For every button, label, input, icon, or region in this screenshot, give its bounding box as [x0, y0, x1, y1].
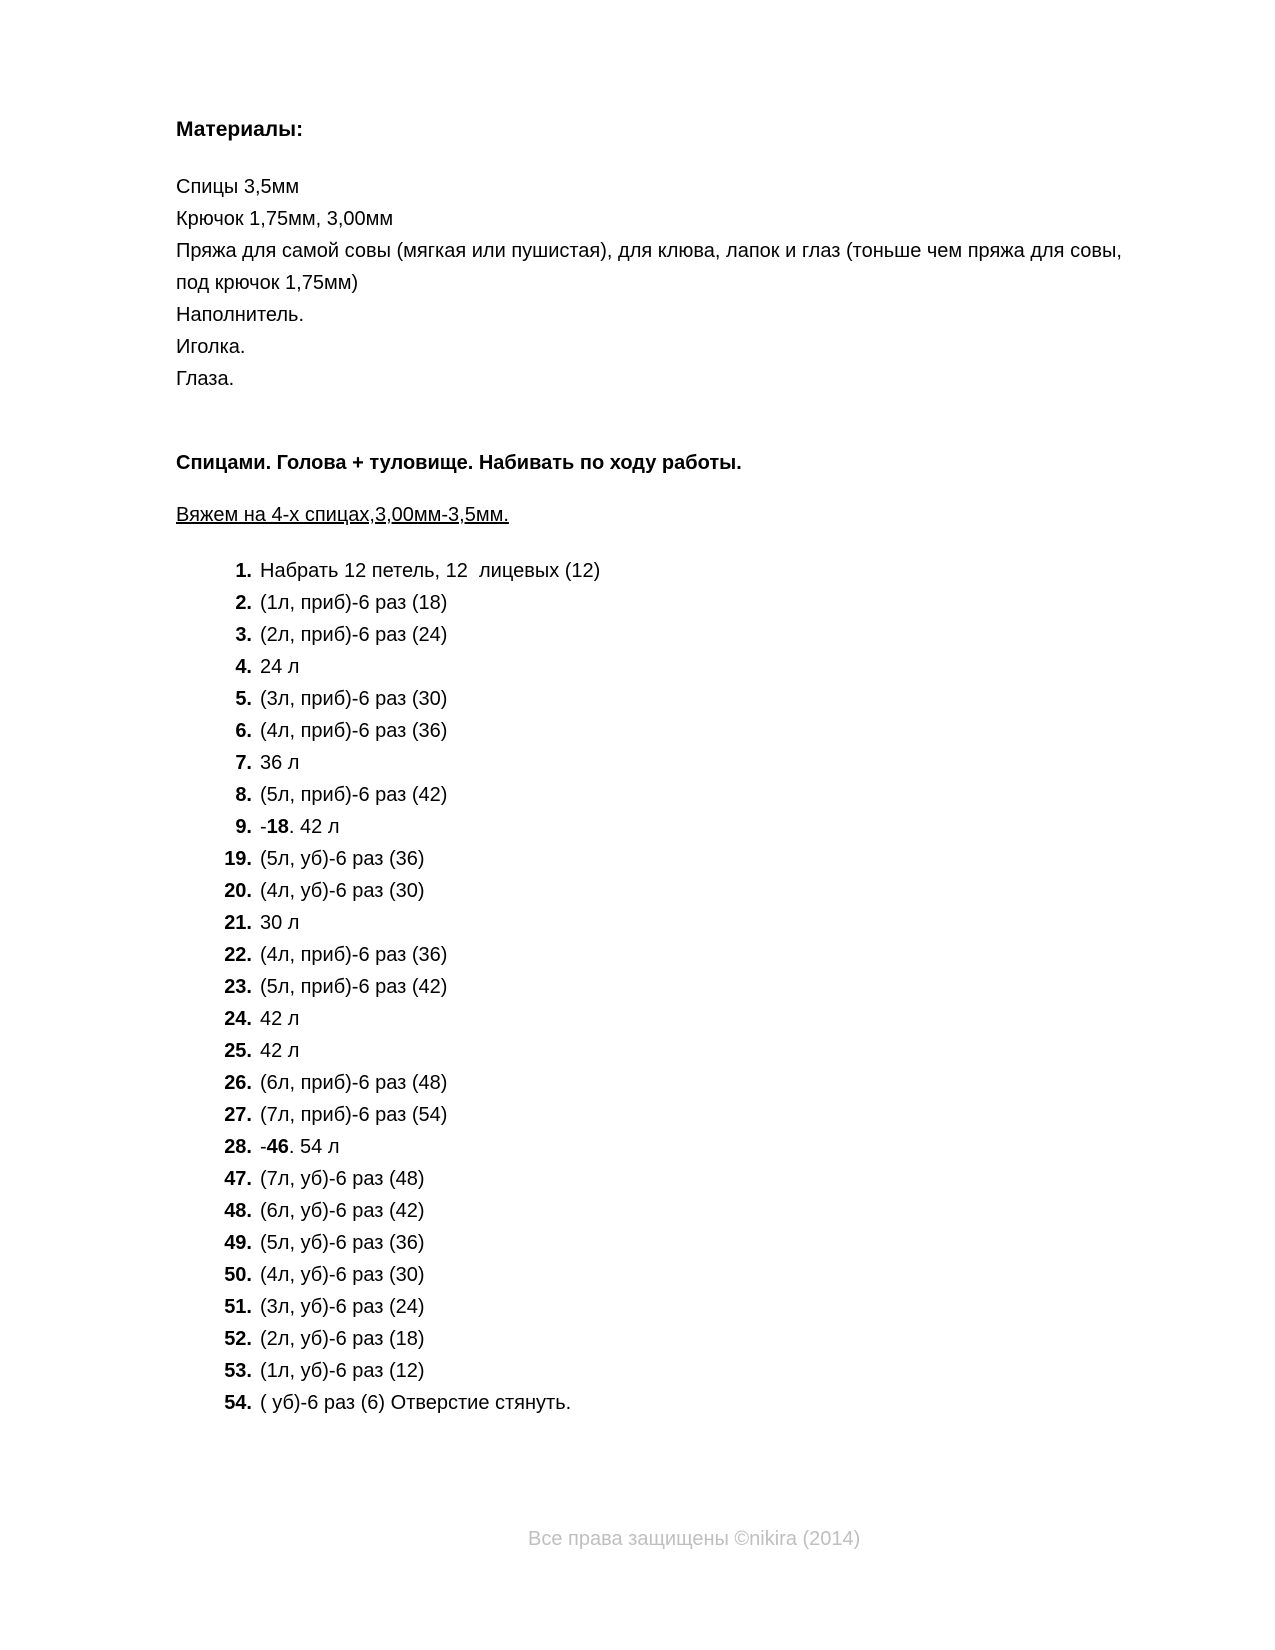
- step-text: (7л, приб)-6 раз (54): [260, 1104, 448, 1126]
- steps-list: [176, 555, 600, 1419]
- step-item: [176, 811, 600, 843]
- step-item: [176, 587, 600, 619]
- step-item: [176, 907, 600, 939]
- step-number: 20.: [224, 880, 252, 902]
- step-number: 24.: [224, 1008, 252, 1030]
- step-item: [176, 1131, 600, 1163]
- step-text: ( уб)-6 раз (6) Отверстие стянуть.: [260, 1392, 572, 1414]
- step-number: 52.: [224, 1328, 252, 1350]
- step-item: [176, 875, 600, 907]
- step-item: [176, 971, 600, 1003]
- step-item: [176, 1195, 600, 1227]
- step-number: 28.: [224, 1136, 252, 1158]
- step-item: [176, 683, 600, 715]
- step-number: 48.: [224, 1200, 252, 1222]
- materials-title: Материалы:: [176, 118, 304, 141]
- step-text: (3л, приб)-6 раз (30): [260, 688, 448, 710]
- step-text: Набрать 12 петель, 12 лицевых (12): [260, 560, 601, 582]
- step-number: 19.: [224, 848, 252, 870]
- step-text: (2л, приб)-6 раз (24): [260, 624, 448, 646]
- step-number: 53.: [224, 1360, 252, 1382]
- step-item: [176, 747, 600, 779]
- step-number: 4.: [235, 656, 252, 678]
- step-item: [176, 715, 600, 747]
- step-item: [176, 1387, 600, 1419]
- step-number: 7.: [235, 752, 252, 774]
- section-title: Спицами. Голова + туловище. Набивать по ходу работы.: [176, 452, 742, 474]
- step-number: 5.: [235, 688, 252, 710]
- step-number: 2.: [235, 592, 252, 614]
- step-item: [176, 1099, 600, 1131]
- step-number: 50.: [224, 1264, 252, 1286]
- step-item: [176, 843, 600, 875]
- step-text: (4л, приб)-6 раз (36): [260, 944, 448, 966]
- materials-item: Глаза.: [176, 368, 235, 390]
- step-item: [176, 651, 600, 683]
- materials-list: [176, 171, 1176, 395]
- step-item: [176, 1259, 600, 1291]
- step-text: (1л, приб)-6 раз (18): [260, 592, 448, 614]
- step-text: -46. 54 л: [260, 1136, 340, 1158]
- step-text: (6л, приб)-6 раз (48): [260, 1072, 448, 1094]
- step-range-end: 46: [266, 1136, 289, 1158]
- materials-item: Крючок 1,75мм, 3,00мм: [176, 208, 394, 230]
- step-number: 8.: [235, 784, 252, 806]
- step-text: (5л, приб)-6 раз (42): [260, 976, 448, 998]
- step-text: (4л, приб)-6 раз (36): [260, 720, 448, 742]
- step-text: (6л, уб)-6 раз (42): [260, 1200, 425, 1222]
- step-text: (2л, уб)-6 раз (18): [260, 1328, 425, 1350]
- step-range-text: . 42 л: [288, 816, 340, 838]
- step-number: 23.: [224, 976, 252, 998]
- step-text: (5л, уб)-6 раз (36): [260, 848, 425, 870]
- step-item: [176, 1067, 600, 1099]
- copyright-footer: Все права защищены ©nikira (2014): [528, 1528, 861, 1550]
- step-item: [176, 1163, 600, 1195]
- step-text: 24 л: [260, 656, 300, 678]
- step-number: 22.: [224, 944, 252, 966]
- step-number: 6.: [235, 720, 252, 742]
- materials-item: Пряжа для самой совы (мягкая или пушистая), для клюва, лапок и глаз (тоньше чем пряжа для совы,: [176, 240, 1122, 262]
- step-item: [176, 1323, 600, 1355]
- step-range-end: 18: [266, 816, 289, 838]
- step-number: 27.: [224, 1104, 252, 1126]
- materials-item: Спицы 3,5мм: [176, 176, 300, 198]
- materials-item: Наполнитель.: [176, 304, 305, 326]
- step-number: 51.: [224, 1296, 252, 1318]
- step-item: [176, 1003, 600, 1035]
- step-item: [176, 1355, 600, 1387]
- step-text: 42 л: [260, 1040, 300, 1062]
- step-number: 47.: [224, 1168, 252, 1190]
- step-text: 36 л: [260, 752, 300, 774]
- step-text: (7л, уб)-6 раз (48): [260, 1168, 425, 1190]
- step-number: 49.: [224, 1232, 252, 1254]
- step-text: -18. 42 л: [260, 816, 340, 838]
- step-item: [176, 939, 600, 971]
- section-subtitle: Вяжем на 4-х спицах,3,00мм-3,5мм.: [176, 504, 509, 526]
- step-number: 25.: [224, 1040, 252, 1062]
- step-item: [176, 779, 600, 811]
- step-text: 42 л: [260, 1008, 300, 1030]
- materials-item: Иголка.: [176, 336, 246, 358]
- step-item: [176, 619, 600, 651]
- step-text: (4л, уб)-6 раз (30): [260, 1264, 425, 1286]
- step-number: 3.: [235, 624, 252, 646]
- step-number: 54.: [224, 1392, 252, 1414]
- step-item: [176, 1291, 600, 1323]
- step-text: (3л, уб)-6 раз (24): [260, 1296, 425, 1318]
- step-range-text: . 54 л: [288, 1136, 340, 1158]
- step-number: 1.: [235, 560, 252, 582]
- step-text: 30 л: [260, 912, 300, 934]
- step-number: 9.: [235, 816, 252, 838]
- materials-item: под крючок 1,75мм): [176, 272, 359, 294]
- step-text: (5л, приб)-6 раз (42): [260, 784, 448, 806]
- step-item: [176, 1227, 600, 1259]
- step-number: 26.: [224, 1072, 252, 1094]
- step-number: 21.: [224, 912, 252, 934]
- step-text: (1л, уб)-6 раз (12): [260, 1360, 425, 1382]
- step-item: [176, 555, 600, 587]
- step-text: (4л, уб)-6 раз (30): [260, 880, 425, 902]
- step-item: [176, 1035, 600, 1067]
- step-text: (5л, уб)-6 раз (36): [260, 1232, 425, 1254]
